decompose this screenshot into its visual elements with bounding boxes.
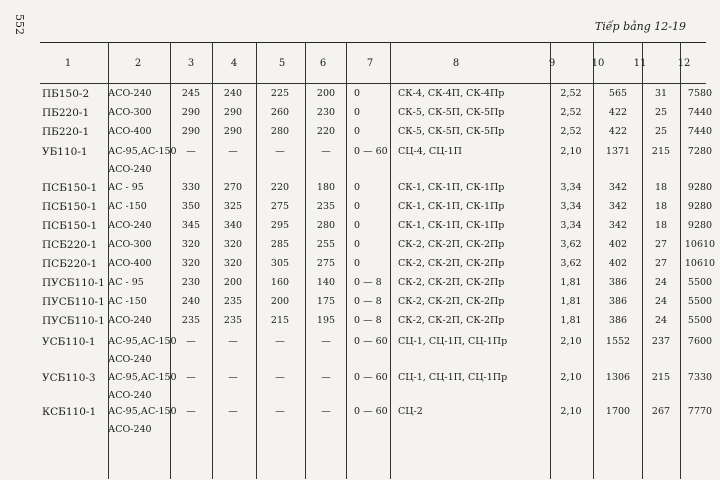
table-cell: 386 (608, 296, 628, 307)
table-cell: 0 (354, 239, 361, 250)
table-cell: 10610 (684, 239, 716, 250)
table-cell: 402 (608, 258, 628, 269)
table-cell: 18 (654, 220, 668, 231)
table-cell: АСО-240 (108, 315, 152, 326)
table-cell: 0 — 8 (354, 296, 382, 307)
table-cell: 235 (316, 201, 336, 212)
table-cell: 7280 (687, 146, 713, 157)
table-cell: 0 (354, 107, 361, 118)
table-cell: 245 (181, 88, 201, 99)
table-cell: — (321, 406, 331, 417)
table-cell: 270 (223, 182, 243, 193)
table-cell: СЦ-1, СЦ-1П, СЦ-1Пр (398, 336, 508, 347)
table-cell: СК-1, СК-1П, СК-1Пр (398, 182, 505, 193)
table-cell: АС-95,АС-150 (108, 336, 177, 347)
table-cell: 0 (354, 88, 361, 99)
table-cell: 0 — 60 (354, 146, 388, 157)
table-cell: 27 (654, 239, 668, 250)
table-cell: 2,52 (560, 126, 582, 137)
table-cell: 402 (608, 239, 628, 250)
table-cell: 340 (223, 220, 243, 231)
table-cell: 0 (354, 258, 361, 269)
column-header: 12 (677, 58, 691, 69)
table-cell: 7330 (687, 372, 713, 383)
table-cell: 3,34 (560, 220, 582, 231)
column-header: 6 (319, 58, 327, 69)
row-label: ПСБ150-1 (42, 220, 98, 232)
table-cell: СК-5, СК-5П, СК-5Пр (398, 126, 505, 137)
table-cell: АС -150 (108, 201, 147, 212)
table-cell: 0 (354, 201, 361, 212)
table-cell: 5500 (687, 277, 713, 288)
table-cell: 1700 (605, 406, 631, 417)
table-cell: АСО-240 (108, 390, 152, 401)
table-cell: 200 (223, 277, 243, 288)
table-cell: 200 (270, 296, 290, 307)
table-cell: 1552 (605, 336, 631, 347)
table-cell: 280 (270, 126, 290, 137)
table-cell: 342 (608, 220, 628, 231)
table-cell: СК-1, СК-1П, СК-1Пр (398, 201, 505, 212)
table-cell: АС-95,АС-150 (108, 372, 177, 383)
table-cell: АС-95,АС-150 (108, 146, 177, 157)
table-cell: 325 (223, 201, 243, 212)
table-cell: — (228, 336, 238, 347)
table-cell: АСО-240 (108, 164, 152, 175)
table-cell: 342 (608, 182, 628, 193)
table-cell: 18 (654, 182, 668, 193)
table-cell: 345 (181, 220, 201, 231)
table-cell: 3,62 (560, 239, 582, 250)
table-cell: 140 (316, 277, 336, 288)
table-cell: АС - 95 (108, 277, 144, 288)
table-cell: 320 (181, 239, 201, 250)
table-cell: СК-4, СК-4П, СК-4Пр (398, 88, 505, 99)
table-cell: 422 (608, 107, 628, 118)
table-cell: 386 (608, 277, 628, 288)
table-cell: 5500 (687, 315, 713, 326)
table-cell: 350 (181, 201, 201, 212)
table-cell: — (321, 372, 331, 383)
row-label: КСБ110-1 (42, 406, 97, 418)
page-number: 552 (13, 14, 26, 35)
row-label: ПСБ150-1 (42, 201, 98, 213)
column-header: 11 (633, 58, 647, 69)
table-cell: 240 (181, 296, 201, 307)
table-cell: — (186, 336, 196, 347)
table-cell: 290 (223, 126, 243, 137)
table-cell: СК-5, СК-5П, СК-5Пр (398, 107, 505, 118)
row-label: ПУСБ110-1 (42, 296, 105, 308)
table-cell: 27 (654, 258, 668, 269)
table-cell: АСО-300 (108, 107, 152, 118)
table-cell: АСО-240 (108, 220, 152, 231)
table-cell: 320 (223, 258, 243, 269)
row-label: ПУСБ110-1 (42, 277, 105, 289)
table-cell: 24 (654, 296, 668, 307)
table-cell: СЦ-1, СЦ-1П, СЦ-1Пр (398, 372, 508, 383)
table-cell: 320 (223, 239, 243, 250)
table-cell: 2,10 (560, 146, 582, 157)
table-cell: 386 (608, 315, 628, 326)
table-cell: 195 (316, 315, 336, 326)
table-cell: 565 (608, 88, 628, 99)
table-cell: — (186, 372, 196, 383)
table-cell: 0 — 8 (354, 277, 382, 288)
table-cell: СК-2, СК-2П, СК-2Пр (398, 258, 505, 269)
table-cell: 2,10 (560, 372, 582, 383)
table-cell: 295 (270, 220, 290, 231)
row-label: ПСБ220-1 (42, 239, 98, 251)
table-cell: 7580 (687, 88, 713, 99)
table-cell: 2,10 (560, 406, 582, 417)
row-label: ПБ150-2 (42, 88, 90, 100)
table-cell: — (228, 406, 238, 417)
table-cell: 3,62 (560, 258, 582, 269)
column-header: 3 (187, 58, 195, 69)
column-header: 2 (134, 58, 142, 69)
table-cell: 2,52 (560, 107, 582, 118)
table-cell: 9280 (687, 220, 713, 231)
table-cell: АСО-400 (108, 258, 152, 269)
row-label: УСБ110-1 (42, 336, 96, 348)
table-cell: 7600 (687, 336, 713, 347)
table-cell: АСО-240 (108, 424, 152, 435)
table-cell: 180 (316, 182, 336, 193)
row-label: ПБ220-1 (42, 126, 90, 138)
table-cell: — (186, 406, 196, 417)
table-cell: 422 (608, 126, 628, 137)
table-cell: 0 — 60 (354, 406, 388, 417)
table-cell: — (275, 336, 285, 347)
column-header: 10 (591, 58, 605, 69)
table-cell: 9280 (687, 182, 713, 193)
table-cell: 7440 (687, 107, 713, 118)
column-divider (346, 43, 347, 479)
table-cell: 240 (223, 88, 243, 99)
table-cell: — (186, 146, 196, 157)
table-cell: 0 (354, 126, 361, 137)
table-cell: 320 (181, 258, 201, 269)
table-cell: 0 (354, 182, 361, 193)
table-caption: Tiếp bảng 12-19 (594, 20, 686, 33)
table-cell: 290 (181, 126, 201, 137)
table-cell: 305 (270, 258, 290, 269)
table-cell: 275 (316, 258, 336, 269)
table-cell: 1,81 (560, 296, 582, 307)
table-cell: 18 (654, 201, 668, 212)
table-cell: 24 (654, 277, 668, 288)
table-cell: 31 (654, 88, 668, 99)
row-label: ПУСБ110-1 (42, 315, 105, 327)
table-cell: 1306 (605, 372, 631, 383)
table-cell: 160 (270, 277, 290, 288)
table-cell: АС-95,АС-150 (108, 406, 177, 417)
table-cell: 290 (223, 107, 243, 118)
table-cell: 235 (223, 315, 243, 326)
table-cell: 280 (316, 220, 336, 231)
table-cell: СК-2, СК-2П, СК-2Пр (398, 239, 505, 250)
table-cell: — (275, 372, 285, 383)
row-label: ПБ220-1 (42, 107, 90, 119)
table-cell: 342 (608, 201, 628, 212)
table-cell: 25 (654, 107, 668, 118)
table-cell: СК-2, СК-2П, СК-2Пр (398, 315, 505, 326)
table-cell: АС - 95 (108, 182, 144, 193)
table-cell: 200 (316, 88, 336, 99)
table-cell: АСО-300 (108, 239, 152, 250)
table-cell: 215 (270, 315, 290, 326)
table-cell: 1371 (605, 146, 631, 157)
table-cell: 255 (316, 239, 336, 250)
table-cell: 3,34 (560, 201, 582, 212)
table-cell: 1,81 (560, 277, 582, 288)
header-separator (40, 83, 706, 84)
table-cell: 275 (270, 201, 290, 212)
column-header: 4 (230, 58, 238, 69)
column-header: 1 (64, 58, 72, 69)
table-cell: 25 (654, 126, 668, 137)
table-cell: 2,52 (560, 88, 582, 99)
table-cell: 230 (181, 277, 201, 288)
table-cell: 235 (181, 315, 201, 326)
table-cell: 7770 (687, 406, 713, 417)
table-cell: — (321, 336, 331, 347)
row-label: УБ110-1 (42, 146, 88, 158)
column-header: 9 (548, 58, 556, 69)
table-cell: 1,81 (560, 315, 582, 326)
table-cell: 330 (181, 182, 201, 193)
table-cell: 267 (651, 406, 671, 417)
table-cell: — (228, 146, 238, 157)
table-cell: — (228, 372, 238, 383)
table-cell: 5500 (687, 296, 713, 307)
table-cell: 237 (651, 336, 671, 347)
table-cell: СК-2, СК-2П, СК-2Пр (398, 277, 505, 288)
row-label: УСБ110-3 (42, 372, 96, 384)
row-label: ПСБ150-1 (42, 182, 98, 194)
table-cell: АС -150 (108, 296, 147, 307)
table-cell: 24 (654, 315, 668, 326)
table-cell: 7440 (687, 126, 713, 137)
table-cell: 10610 (684, 258, 716, 269)
column-header: 5 (278, 58, 286, 69)
table-cell: 225 (270, 88, 290, 99)
table-cell: СЦ-4, СЦ-1П (398, 146, 462, 157)
table-cell: 290 (181, 107, 201, 118)
table-cell: СЦ-2 (398, 406, 423, 417)
table-cell: 2,10 (560, 336, 582, 347)
table-cell: 235 (223, 296, 243, 307)
table-cell: АСО-240 (108, 354, 152, 365)
table-cell: 230 (316, 107, 336, 118)
column-header: 8 (452, 58, 460, 69)
table-cell: АСО-240 (108, 88, 152, 99)
table-cell: — (275, 406, 285, 417)
column-header: 7 (366, 58, 374, 69)
table-cell: 0 — 8 (354, 315, 382, 326)
table-cell: АСО-400 (108, 126, 152, 137)
row-label: ПСБ220-1 (42, 258, 98, 270)
table-cell: 9280 (687, 201, 713, 212)
table-cell: 215 (651, 146, 671, 157)
table-cell: 0 (354, 220, 361, 231)
table-cell: 0 — 60 (354, 336, 388, 347)
table-cell: 3,34 (560, 182, 582, 193)
table-cell: 260 (270, 107, 290, 118)
table-cell: СК-1, СК-1П, СК-1Пр (398, 220, 505, 231)
table-cell: СК-2, СК-2П, СК-2Пр (398, 296, 505, 307)
table-cell: 220 (316, 126, 336, 137)
table-cell: 215 (651, 372, 671, 383)
table-cell: — (321, 146, 331, 157)
table-cell: 285 (270, 239, 290, 250)
table-cell: 0 — 60 (354, 372, 388, 383)
table-cell: — (275, 146, 285, 157)
table-cell: 220 (270, 182, 290, 193)
table-cell: 175 (316, 296, 336, 307)
